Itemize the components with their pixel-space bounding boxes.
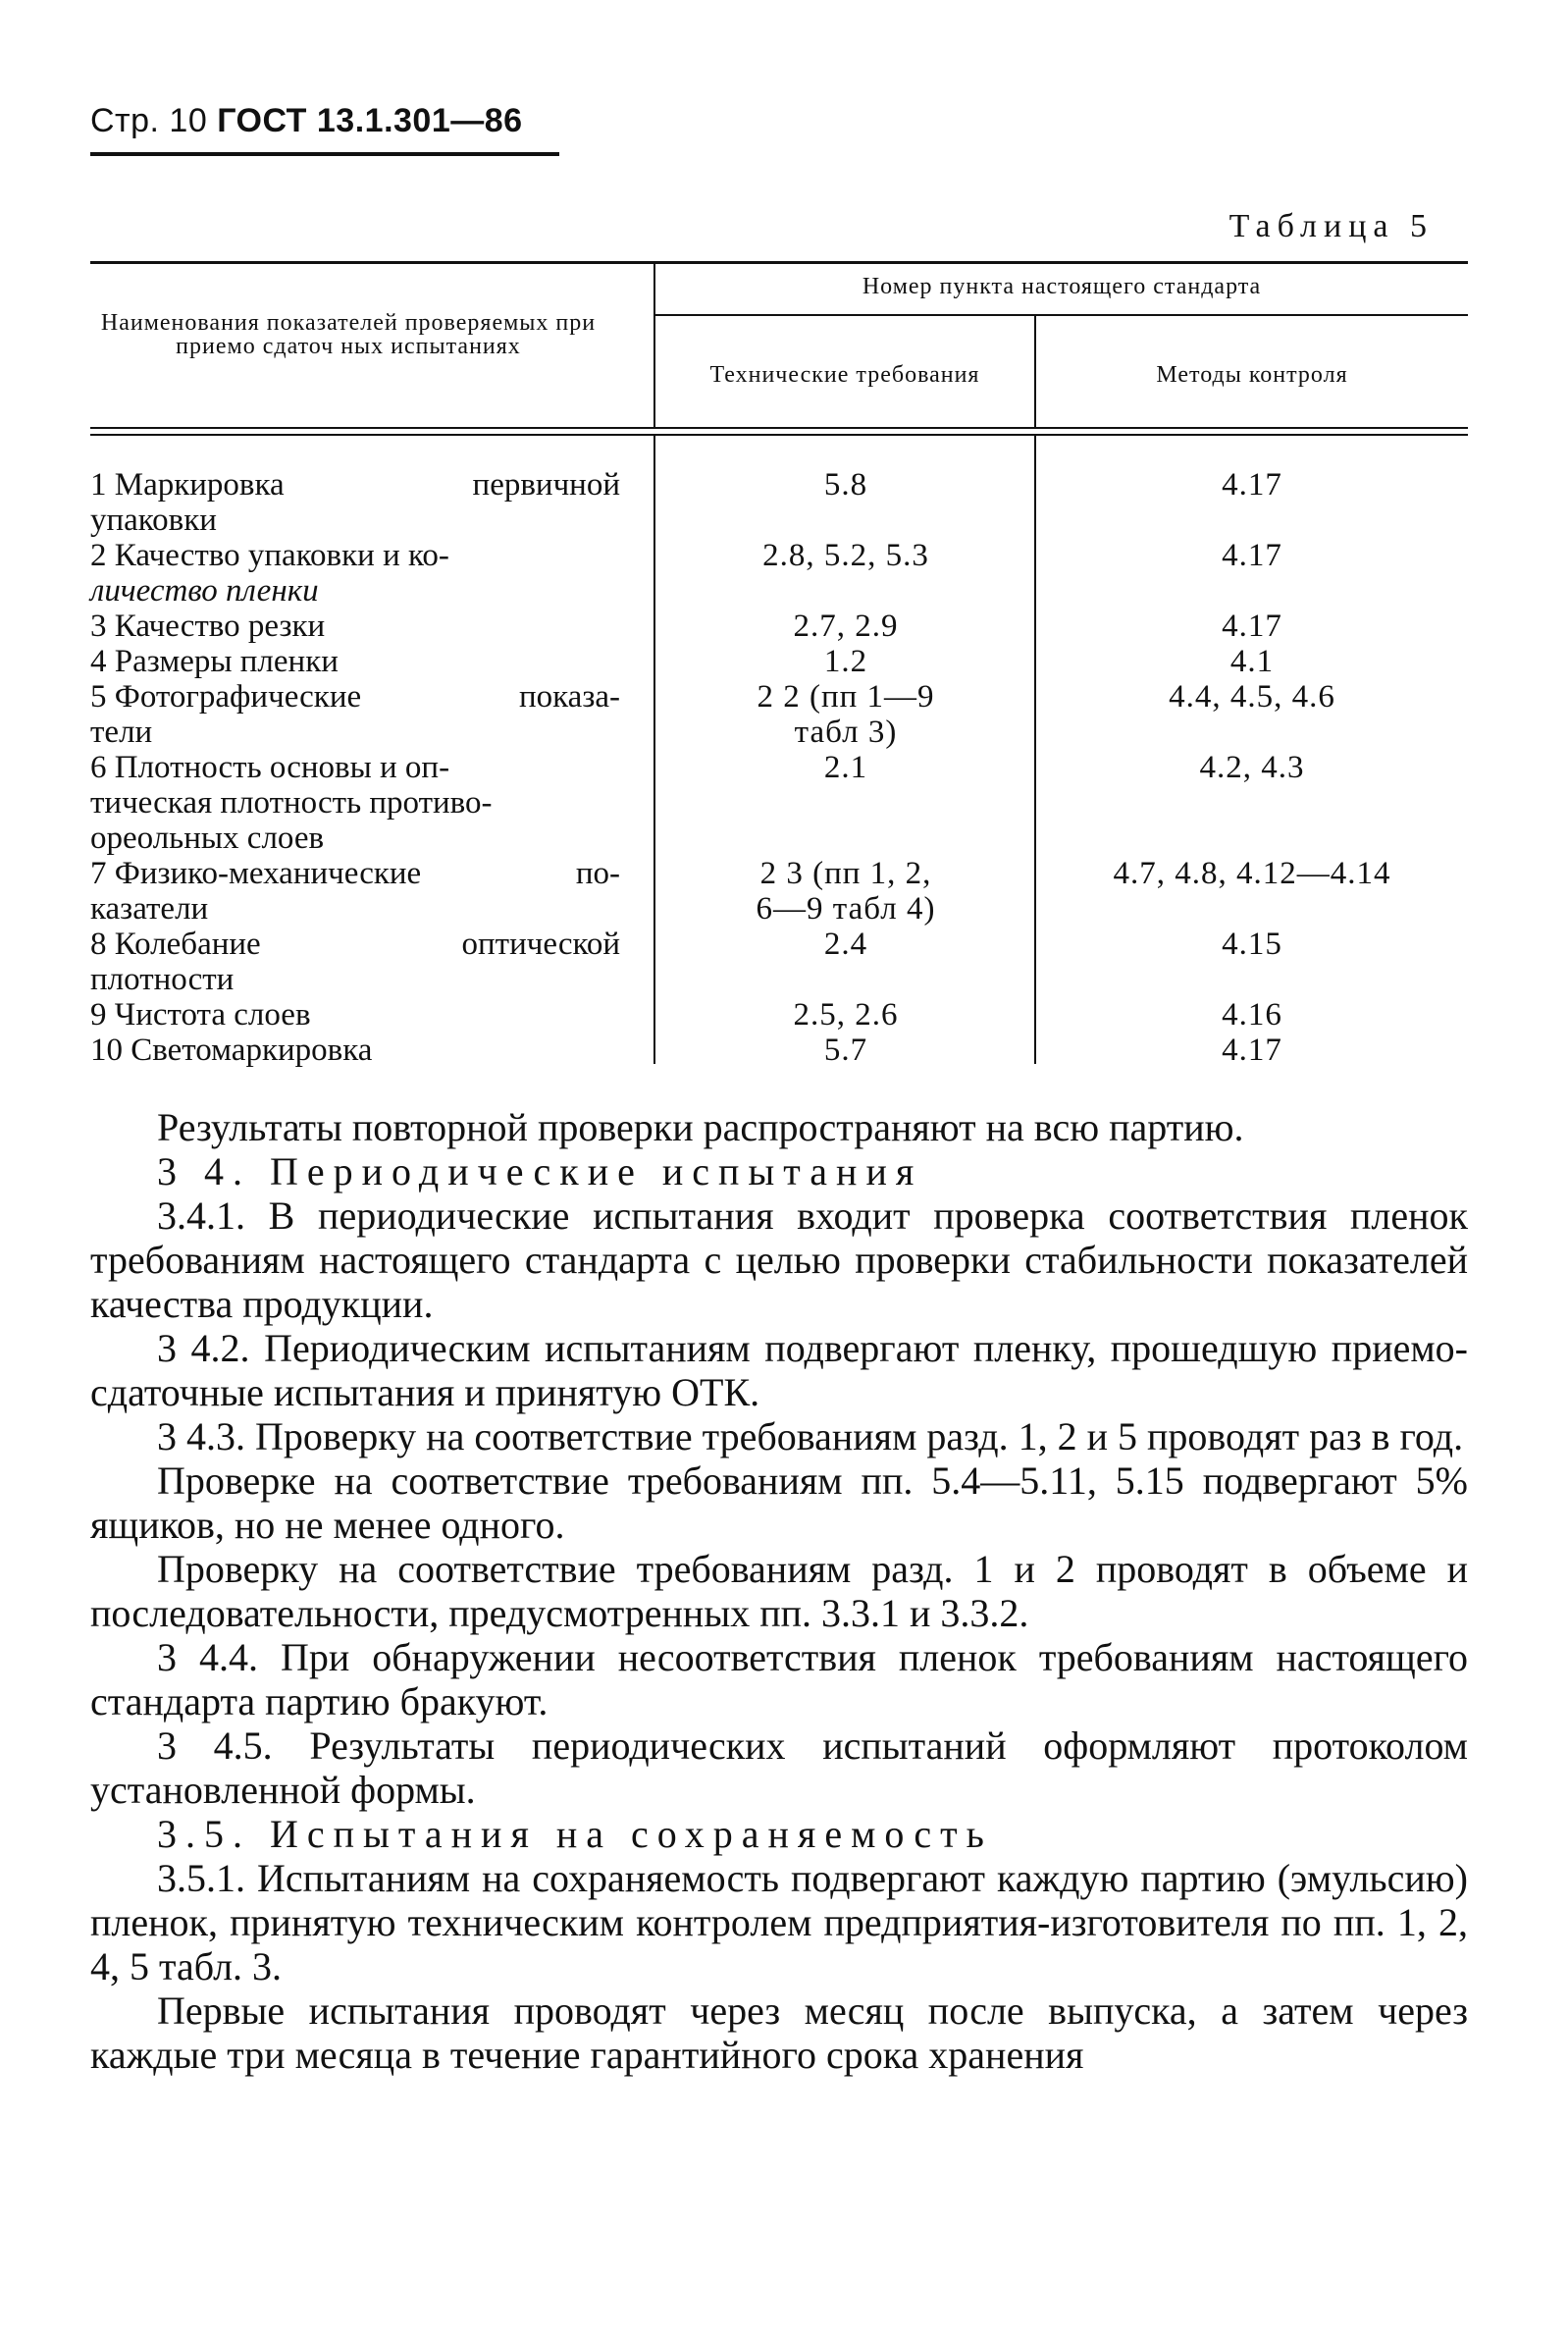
row-name-text: упаковки xyxy=(90,503,217,538)
table-group-rule xyxy=(654,314,1468,316)
row-name-text: 1 Маркировка xyxy=(90,467,285,503)
paragraph: Первые испытания проводят через месяц после выпуска, а затем через каждые три месяца в течение гарантийного срока хранения xyxy=(90,1988,1468,2077)
paragraph: Проверке на соответствие требованиям пп. 5.4—5.11, 5.15 подвергают 5% ящиков, но не менее одного. xyxy=(90,1458,1468,1547)
table-row-methods: 4.16 xyxy=(1222,997,1282,1033)
paragraph: 3 4.5. Результаты периодических испытаний оформляют протоколом установленной формы. xyxy=(90,1723,1468,1812)
table-row-methods: 4.1 xyxy=(1229,644,1275,679)
table-row-tech: 2.5, 2.6 xyxy=(793,997,899,1033)
row-tech-text: 6—9 табл 4) xyxy=(756,891,936,927)
row-name-text: 5 Фотографические xyxy=(90,679,362,715)
table-row-tech: 1.2 xyxy=(823,644,868,679)
column-header-methods: Методы контроля xyxy=(1156,362,1348,388)
page-header xyxy=(90,102,523,140)
row-name-text: 10 Светомаркировка xyxy=(90,1033,373,1068)
body-text xyxy=(90,1105,1468,2077)
table-divider-2-body xyxy=(1034,436,1036,1064)
table-row-methods: 4.17 xyxy=(1222,609,1282,644)
table-row-tech: 2.8, 5.2, 5.3 xyxy=(762,538,929,573)
row-name-text: 8 Колебание xyxy=(90,927,261,962)
paragraph: Проверку на соответствие требованиям разд. 1 и 2 проводят в объеме и последовательности, предусмотренных пп. 3.3.1 и 3.3.2. xyxy=(90,1547,1468,1635)
table-row-tech: 5.8 xyxy=(823,467,868,503)
row-name-text: по- xyxy=(575,856,620,891)
paragraph: 3 4.2. Периодическим испытаниям подвергают пленку, прошедшую приемо-сдаточные испытания и принятую ОТК. xyxy=(90,1326,1468,1414)
column-header-tech: Технические требования xyxy=(709,362,980,388)
table-row-name xyxy=(90,1033,620,1068)
table-header-rule-2 xyxy=(90,434,1468,436)
row-name-text: 6 Плотность основы и оп- xyxy=(90,750,450,785)
table-row-name xyxy=(90,997,620,1033)
table-row-name xyxy=(90,927,620,997)
row-tech-text: 2 3 (пп 1, 2, xyxy=(759,856,932,891)
header-rule xyxy=(90,152,559,156)
row-name-text: 3 Качество резки xyxy=(90,609,326,644)
table-row-tech: 2.7, 2.9 xyxy=(793,609,899,644)
paragraph: 3.5.1. Испытаниям на сохраняемость подвергают каждую партию (эмульсию) пленок, принятую техническим контролем предприятия-изготовителя по пп. 1, 2, 4, 5 табл. 3. xyxy=(90,1856,1468,1988)
table-row-name xyxy=(90,856,620,927)
table-top-rule xyxy=(90,261,1468,264)
table-row-name xyxy=(90,644,620,679)
table-row-tech: 2.1 xyxy=(823,750,868,785)
paragraph: Результаты повторной проверки распространяют на всю партию. xyxy=(157,1105,1244,1149)
table-row-methods: 4.17 xyxy=(1222,1033,1282,1068)
row-name-text: плотности xyxy=(90,962,235,997)
table-row-name xyxy=(90,750,620,856)
table-title: Таблица 5 xyxy=(1228,208,1434,244)
row-name-text: тели xyxy=(90,715,153,750)
table-row-tech xyxy=(659,679,1032,750)
paragraph: 3.4.1. В периодические испытания входит проверка соответствия пленок требованиям настоящего стандарта с целью проверки стабильности показателей качества продукции. xyxy=(90,1193,1468,1326)
row-name-text: 2 Качество упаковки и ко- xyxy=(90,538,449,573)
table-row-tech xyxy=(659,856,1032,927)
row-name-text: казатели xyxy=(90,891,209,927)
row-name-text: первичной xyxy=(472,467,620,503)
section-heading: 3 4. Периодические испытания xyxy=(157,1149,923,1193)
row-name-text: 9 Чистота слоев xyxy=(90,997,311,1033)
paragraph: 3 4.4. При обнаружении несоответствия пленок требованиям настоящего стандарта партию бракуют. xyxy=(90,1635,1468,1723)
table-row-methods: 4.2, 4.3 xyxy=(1199,750,1305,785)
table-row-methods: 4.4, 4.5, 4.6 xyxy=(1169,679,1335,715)
table-row-name xyxy=(90,679,620,750)
row-name-text: оптической xyxy=(461,927,620,962)
column-header-group: Номер пункта настоящего стандарта xyxy=(862,274,1262,299)
section-heading: 3.5. Испытания на сохраняемость xyxy=(157,1812,993,1856)
table-row-methods: 4.17 xyxy=(1222,538,1282,573)
table-row-tech: 2.4 xyxy=(823,927,868,962)
table-row-name xyxy=(90,467,620,538)
row-name-text: ореольных слоев xyxy=(90,821,325,856)
row-tech-text: табл 3) xyxy=(794,715,898,750)
table-row-name xyxy=(90,538,620,609)
row-name-text: личество пленки xyxy=(90,573,319,609)
column-header-name: Наименования показателей проверяемых при приемо сдаточ ных испытаниях xyxy=(100,310,597,359)
standard-number: ГОСТ 13.1.301—86 xyxy=(217,102,523,139)
table-row-methods: 4.17 xyxy=(1222,467,1282,503)
table-row-name xyxy=(90,609,620,644)
row-name-text: 4 Размеры пленки xyxy=(90,644,339,679)
table-header-rule-1 xyxy=(90,427,1468,429)
row-name-text: 7 Физико-механические xyxy=(90,856,422,891)
page-number: Стр. 10 xyxy=(90,102,208,139)
table-row-methods: 4.7, 4.8, 4.12—4.14 xyxy=(1113,856,1391,891)
row-tech-text: 2 2 (пп 1—9 xyxy=(757,679,935,715)
table-row-methods: 4.15 xyxy=(1222,927,1282,962)
table-divider-1-body xyxy=(653,436,655,1064)
table-row-tech: 5.7 xyxy=(823,1033,868,1068)
row-name-text: показа- xyxy=(518,679,620,715)
paragraph: 3 4.3. Проверку на соответствие требованиям разд. 1, 2 и 5 проводят раз в год. xyxy=(157,1414,1464,1458)
row-name-text: тическая плотность противо- xyxy=(90,785,493,821)
